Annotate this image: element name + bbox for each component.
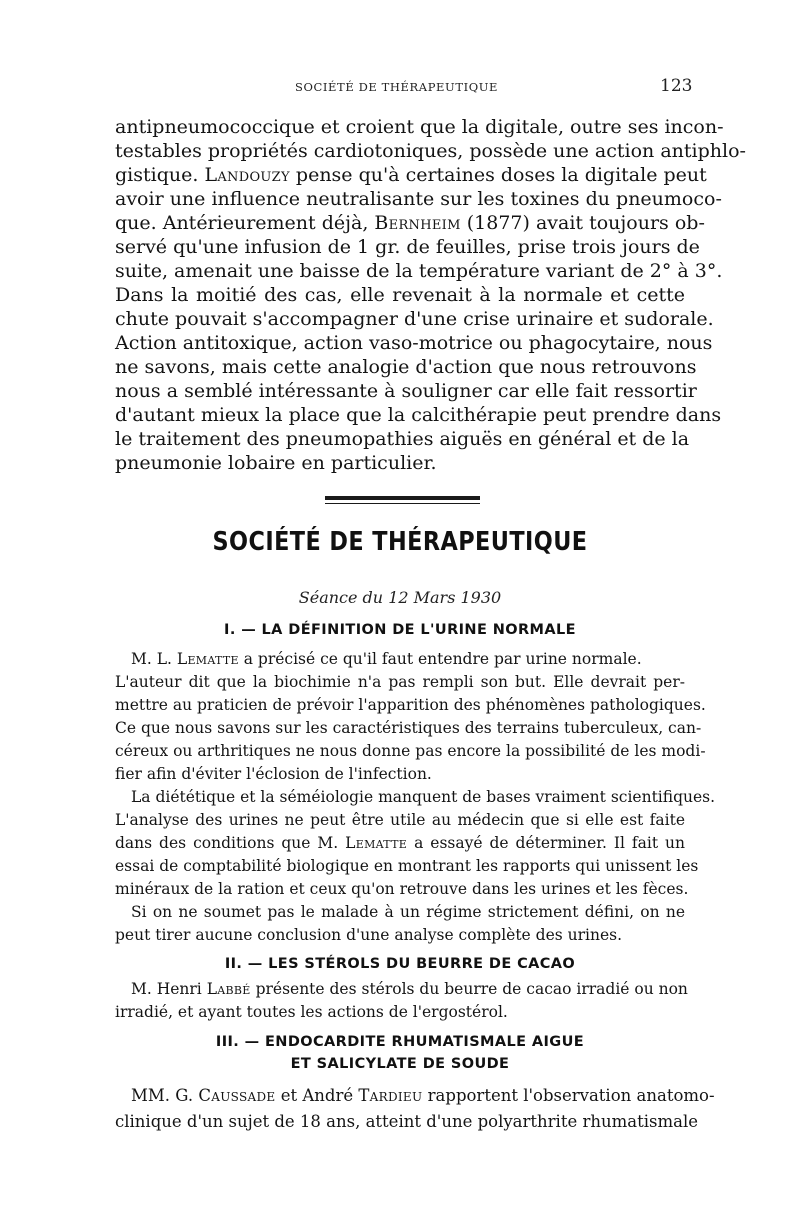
item-1-line-2: L'auteur dit que la biochimie n'a pas rempli son but. Elle devrait per-	[115, 673, 685, 691]
intro-line-11: ne savons, mais cette analogie d'action que nous retrouvons	[115, 356, 697, 378]
item-1-line-13: peut tirer aucune conclusion d'une analyse complète des urines.	[115, 926, 623, 944]
item-1-line-12: Si on ne soumet pas le malade à un régime strictement défini, on ne	[131, 903, 685, 921]
item-2-heading: II. — LES STÉROLS DU BEURRE DE CACAO	[224, 956, 576, 972]
item-1-line-8: L'analyse des urines ne peut être utile au médecin que si elle est faite	[115, 811, 685, 829]
item-1-line-4: Ce que nous savons sur les caractéristiques des terrains tuberculeux, can-	[115, 719, 702, 737]
page-number: 123	[660, 76, 693, 96]
intro-line-5: que. Antérieurement déjà, Bernheim (1877) avait toujours ob-	[115, 212, 705, 234]
intro-line-8: Dans la moitié des cas, elle revenait à la normale et cette	[115, 284, 685, 306]
author-name: Lematte	[345, 834, 408, 852]
item-3-line-1: MM. G. Caussade et André Tardieu rapportent l'observation anatomo-	[131, 1086, 715, 1105]
intro-line-3: gistique. Landouzy pense qu'à certaines doses la digitale peut	[115, 164, 707, 186]
item-2-line-2: irradié, et ayant toutes les actions de l'ergostérol.	[115, 1003, 508, 1021]
item-1-line-1: M. L. Lematte a précisé ce qu'il faut entendre par urine normale.	[131, 650, 642, 668]
intro-line-4: avoir une influence neutralisante sur les toxines du pneumoco-	[115, 188, 722, 210]
author-name: Labbé	[206, 980, 251, 998]
item-3-line-2: clinique d'un sujet de 18 ans, atteint d'une polyarthrite rhumatismale	[115, 1112, 698, 1131]
item-2-text	[115, 978, 688, 1024]
item-1-line-11: minéraux de la ration et ceux qu'on retrouve dans les urines et les fèces.	[115, 880, 689, 898]
item-3-heading-line-2: ET SALICYLATE DE SOUDE	[290, 1056, 510, 1072]
intro-line-12: nous a semblé intéressante à souligner car elle fait ressortir	[115, 380, 697, 402]
author-name: Caussade	[198, 1086, 276, 1105]
session-date: Séance du 12 Mars 1930	[298, 588, 502, 607]
intro-line-10: Action antitoxique, action vaso-motrice ou phagocytaire, nous	[115, 332, 713, 354]
intro-line-15: pneumonie lobaire en particulier.	[115, 452, 437, 474]
section-divider	[325, 496, 480, 504]
intro-line-14: le traitement des pneumopathies aiguës en général et de la	[115, 428, 690, 450]
author-name: Lematte	[176, 650, 239, 668]
item-1-heading: I. — LA DÉFINITION DE L'URINE NORMALE	[224, 622, 576, 638]
item-2-line-1: M. Henri Labbé présente des stérols du beurre de cacao irradié ou non	[131, 980, 688, 998]
author-name: Landouzy	[204, 164, 290, 186]
item-3-text	[115, 1083, 715, 1135]
running-head	[0, 78, 800, 98]
item-1-text	[115, 648, 716, 947]
item-1-line-3: mettre au praticien de prévoir l'apparition des phénomènes pathologiques.	[115, 696, 706, 714]
running-head-title: SOCIÉTÉ DE THÉRAPEUTIQUE	[295, 80, 499, 94]
item-1-line-5: céreux ou arthritiques ne nous donne pas encore la possibilité de les modi-	[115, 742, 706, 760]
section-title: SOCIÉTÉ DE THÉRAPEUTIQUE	[212, 527, 588, 557]
author-name: Bernheim	[374, 212, 461, 234]
intro-line-1: antipneumococcique et croient que la digitale, outre ses incon-	[115, 116, 724, 138]
intro-line-13: d'autant mieux la place que la calcithérapie peut prendre dans	[115, 404, 722, 426]
intro-paragraph	[115, 115, 746, 475]
item-1-line-10: essai de comptabilité biologique en montrant les rapports qui unissent les	[115, 857, 699, 875]
item-1-line-9: dans des conditions que M. Lematte a essayé de déterminer. Il fait un	[115, 834, 685, 852]
intro-line-6: servé qu'une infusion de 1 gr. de feuilles, prise trois jours de	[115, 236, 700, 258]
item-3-heading-line-1: III. — ENDOCARDITE RHUMATISMALE AIGUE	[215, 1034, 585, 1050]
intro-line-9: chute pouvait s'accompagner d'une crise urinaire et sudorale.	[115, 308, 714, 330]
item-1-line-7: La diététique et la séméiologie manquent de bases vraiment scientifiques.	[131, 788, 716, 806]
intro-line-2: testables propriétés cardiotoniques, possède une action antiphlo-	[115, 140, 746, 162]
item-1-line-6: fier afin d'éviter l'éclosion de l'infection.	[115, 765, 432, 783]
author-name: Tardieu	[358, 1086, 423, 1105]
intro-line-7: suite, amenait une baisse de la température variant de 2° à 3°.	[115, 260, 723, 282]
